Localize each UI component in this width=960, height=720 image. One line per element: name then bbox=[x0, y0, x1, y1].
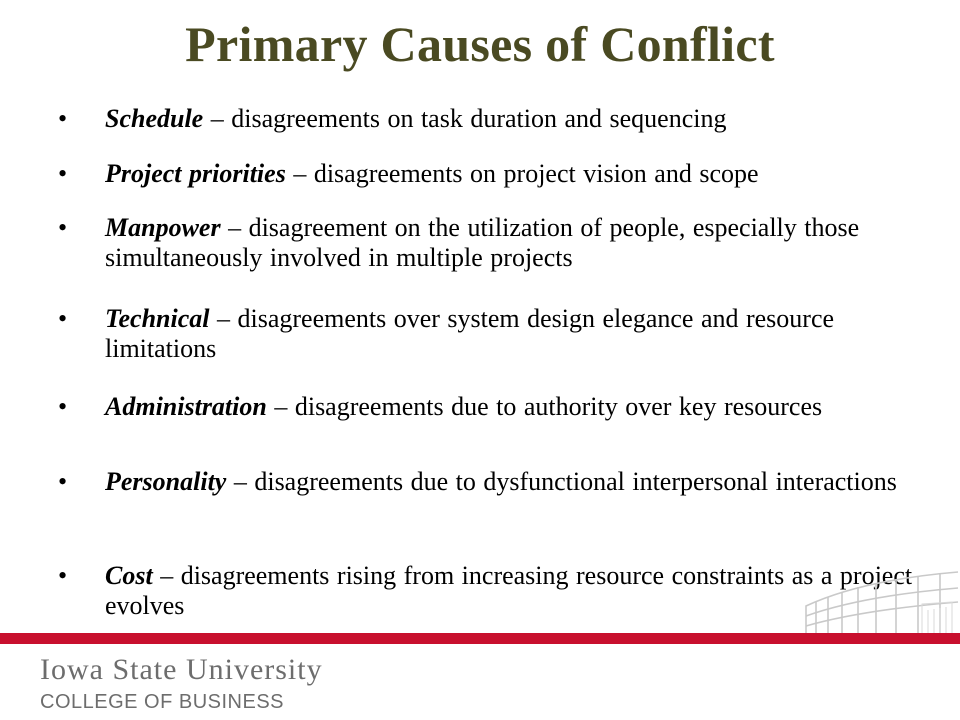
bullet-text bbox=[105, 104, 935, 134]
bullet-description: – disagreement on the utilization of people, especially those simultaneously involved in multiple projects bbox=[105, 213, 860, 272]
bullet-icon: • bbox=[58, 392, 68, 421]
bullet-description: – disagreements due to authority over key resources bbox=[266, 392, 823, 421]
bullet-description: – disagreements due to dysfunctional interpersonal interactions bbox=[226, 467, 897, 496]
bullet-description: – disagreements on project vision and scope bbox=[285, 159, 759, 188]
college-name: COLLEGE OF BUSINESS bbox=[40, 691, 285, 713]
bullet-text bbox=[105, 159, 935, 189]
bullet-description: – disagreements over system design elegance and resource limitations bbox=[105, 304, 835, 363]
university-logo bbox=[40, 652, 540, 720]
university-name: Iowa State University bbox=[40, 653, 323, 686]
bullet-description: – disagreements on task duration and sequencing bbox=[203, 104, 727, 133]
bullet-term: Schedule bbox=[105, 104, 204, 133]
bullet-term: Technical bbox=[105, 304, 210, 333]
bullet-icon: • bbox=[58, 213, 68, 242]
bullet-icon: • bbox=[58, 561, 68, 590]
bullet-text bbox=[105, 304, 895, 364]
bullet-term: Project priorities bbox=[105, 159, 286, 188]
footer-accent-bar bbox=[0, 633, 960, 644]
bullet-text bbox=[105, 392, 885, 422]
bullet-term: Personality bbox=[105, 467, 227, 496]
bullet-term: Cost bbox=[105, 561, 153, 590]
bullet-icon: • bbox=[58, 104, 68, 133]
building-icon bbox=[802, 566, 960, 636]
bullet-text bbox=[105, 467, 920, 497]
bullet-icon: • bbox=[58, 159, 68, 188]
bullet-term: Administration bbox=[105, 392, 267, 421]
bullet-icon: • bbox=[58, 304, 68, 333]
bullet-description: – disagreements rising from increasing resource constraints as a project evolves bbox=[105, 561, 913, 620]
slide-title: Primary Causes of Conflict bbox=[185, 16, 775, 72]
bullet-text bbox=[105, 213, 905, 273]
bullet-term: Manpower bbox=[105, 213, 221, 242]
bullet-icon: • bbox=[58, 467, 68, 496]
